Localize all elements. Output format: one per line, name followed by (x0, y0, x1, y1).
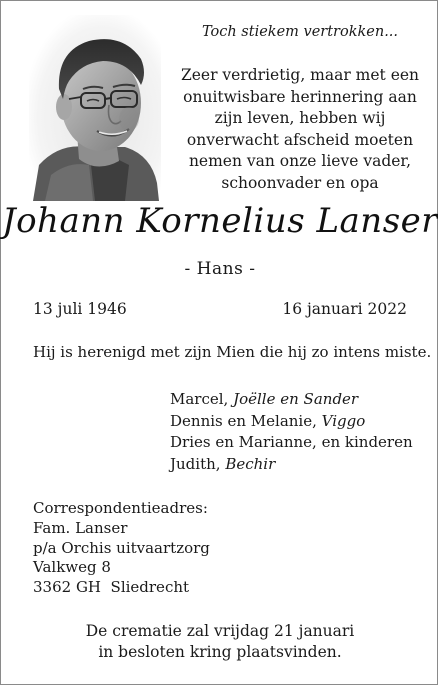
family-list (170, 389, 413, 475)
family-member-main: Dennis en Melanie, (170, 411, 322, 430)
closing-line: in besloten kring plaatsvinden. (98, 643, 342, 661)
cremation-notice (1, 621, 438, 663)
date-of-birth: 13 juli 1946 (33, 300, 127, 318)
reunited-text: Hij is herenigd met zijn Mien die hij zo intens miste. (33, 343, 432, 361)
family-member-main: Judith, (170, 454, 226, 473)
family-member-sub: Viggo (321, 411, 366, 430)
intro-line: zijn leven, hebben wij (214, 109, 386, 128)
deceased-nickname: - Hans - (184, 259, 256, 279)
portrait-photo (29, 15, 161, 201)
address-line: Fam. Lanser (33, 518, 128, 537)
tagline: Toch stiekem vertrokken... (201, 24, 399, 40)
family-row (170, 432, 413, 454)
intro-line: Zeer verdrietig, maar met een (180, 66, 420, 84)
family-member-main: Dries en Marianne, en kinderen (170, 433, 413, 451)
date-of-death: 16 januari 2022 (282, 300, 407, 318)
family-member-main: Marcel, (170, 390, 234, 408)
family-member-sub: Bechir (225, 454, 276, 473)
correspondence-address (33, 499, 210, 598)
address-line: Valkweg 8 (33, 558, 111, 577)
intro-line: nemen van onze lieve vader, (188, 152, 412, 171)
closing-line: De crematie zal vrijdag 21 januari (85, 622, 355, 640)
address-heading: Correspondentieadres: (33, 499, 208, 517)
intro-line: schoonvader en opa (221, 173, 379, 192)
family-row (170, 411, 413, 433)
intro-text (161, 65, 438, 195)
address-line: 3362 GH Sliedrecht (33, 578, 190, 597)
address-line: p/a Orchis uitvaartzorg (33, 538, 210, 557)
deceased-full-name: Johann Kornelius Lanser (1, 201, 438, 241)
family-row (170, 389, 413, 411)
intro-line: onuitwisbare herinnering aan (183, 87, 417, 106)
family-row (170, 454, 413, 476)
family-member-sub: Joëlle en Sander (233, 390, 359, 408)
intro-line: onverwacht afscheid moeten (186, 130, 414, 149)
